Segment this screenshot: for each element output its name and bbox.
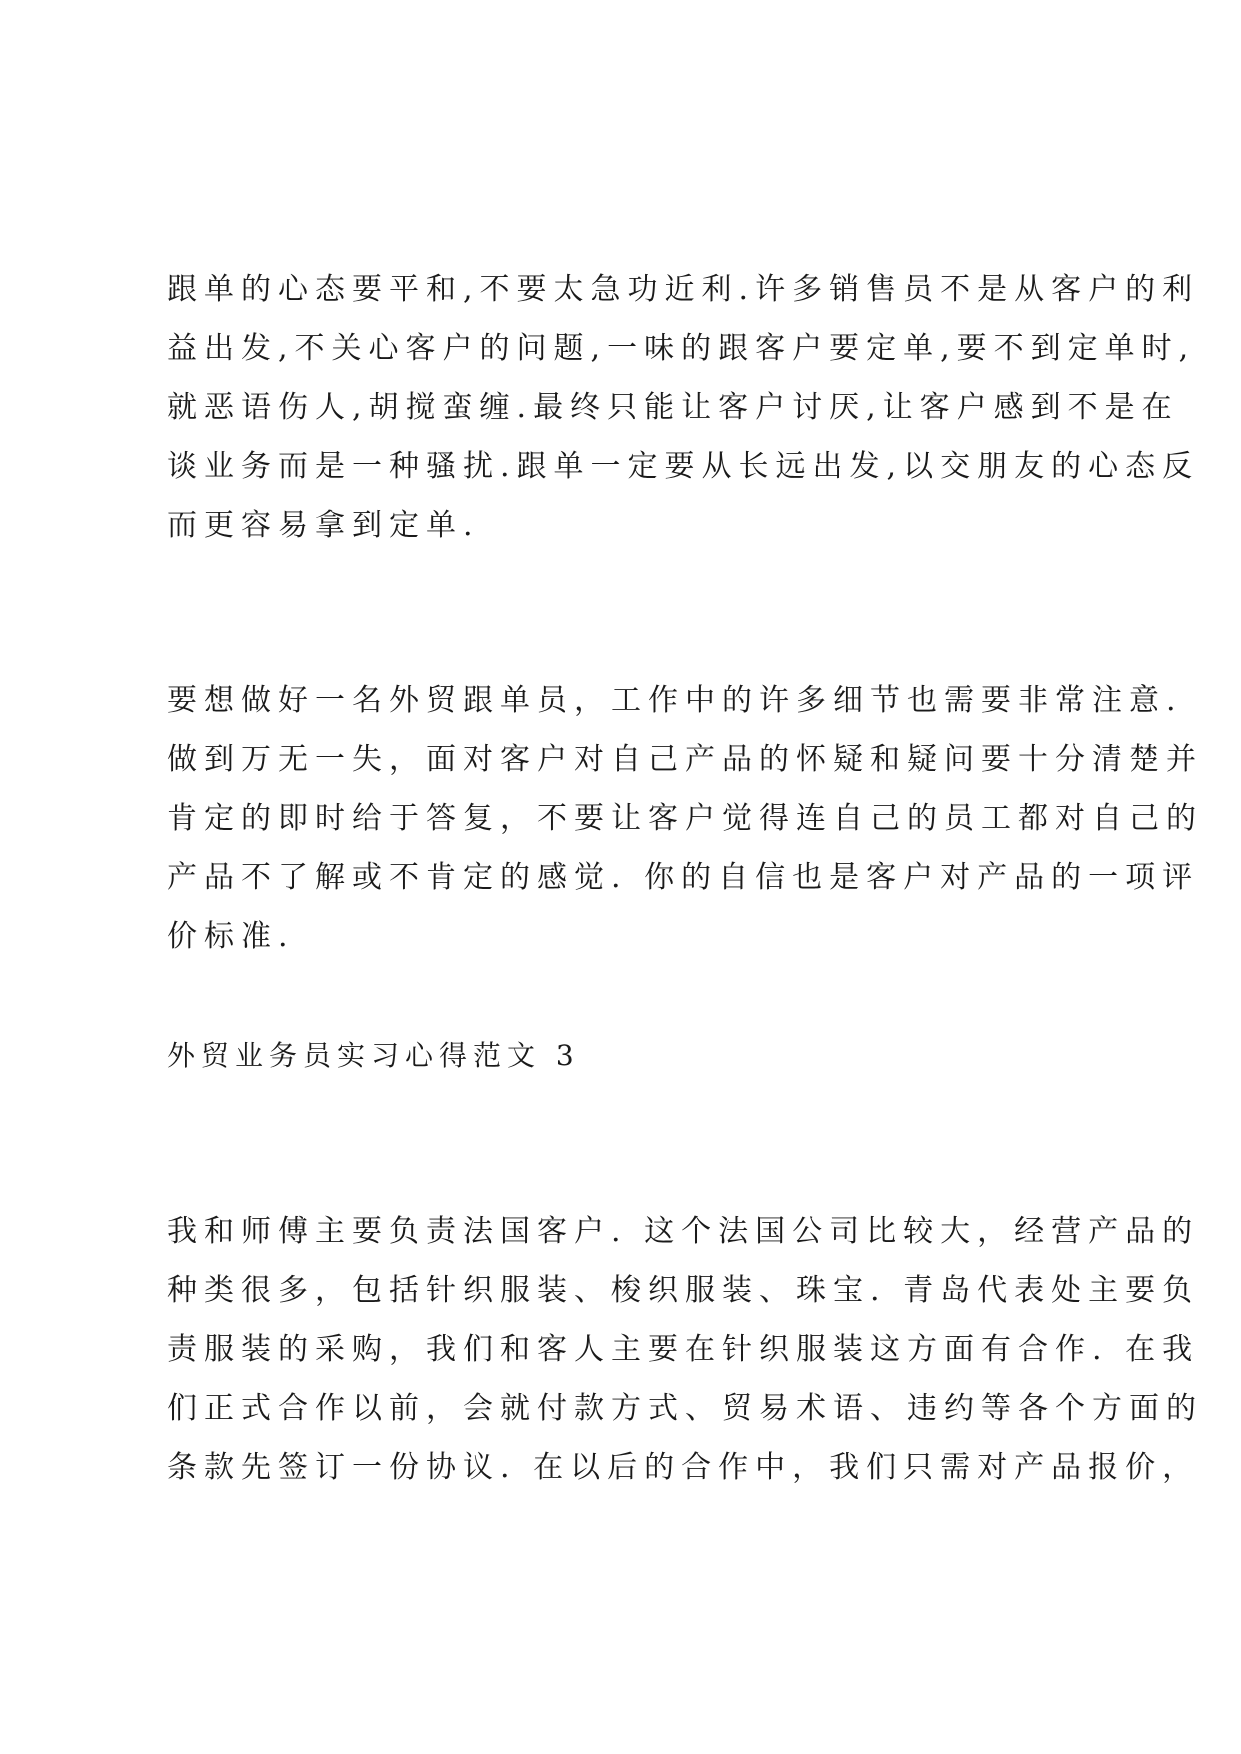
- text-line: 们正式合作以前，会就付款方式、贸易术语、违约等各个方面的: [167, 1391, 1203, 1426]
- text-line: 要想做好一名外贸跟单员，工作中的许多细节也需要非常注意.: [167, 683, 1183, 718]
- text-line: 就恶语伤人,胡搅蛮缠.最终只能让客户讨厌,让客户感到不是在: [167, 390, 1179, 425]
- text-line: 肯定的即时给于答复，不要让客户觉得连自己的员工都对自己的: [167, 801, 1203, 836]
- paragraph-follow-up-mindset: [167, 260, 1200, 555]
- text-line: 价标准.: [167, 919, 295, 954]
- paragraph-french-client: [167, 1202, 1203, 1497]
- text-line: 责服装的采购，我们和客人主要在针织服装这方面有合作. 在我: [167, 1332, 1200, 1367]
- text-line: 做到万无一失，面对客户对自己产品的怀疑和疑问要十分清楚并: [167, 742, 1203, 777]
- paragraph-details-attention: [167, 671, 1203, 966]
- text-line: 种类很多，包括针织服装、梭织服装、珠宝. 青岛代表处主要负: [167, 1273, 1200, 1308]
- text-line: 益出发,不关心客户的问题,一味的跟客户要定单,要不到定单时,: [167, 331, 1196, 366]
- text-line: 我和师傅主要负责法国客户. 这个法国公司比较大，经营产品的: [167, 1214, 1200, 1249]
- text-line: 而更容易拿到定单.: [167, 508, 480, 543]
- text-line: 产品不了解或不肯定的感觉. 你的自信也是客户对产品的一项评: [167, 860, 1200, 895]
- text-line: 条款先签订一份协议. 在以后的合作中，我们只需对产品报价，: [167, 1450, 1200, 1485]
- text-line: 谈业务而是一种骚扰.跟单一定要从长远出发,以交朋友的心态反: [167, 449, 1200, 484]
- section-heading: 外贸业务员实习心得范文 3: [167, 1039, 580, 1072]
- text-line: 跟单的心态要平和,不要太急功近利.许多销售员不是从客户的利: [167, 272, 1200, 307]
